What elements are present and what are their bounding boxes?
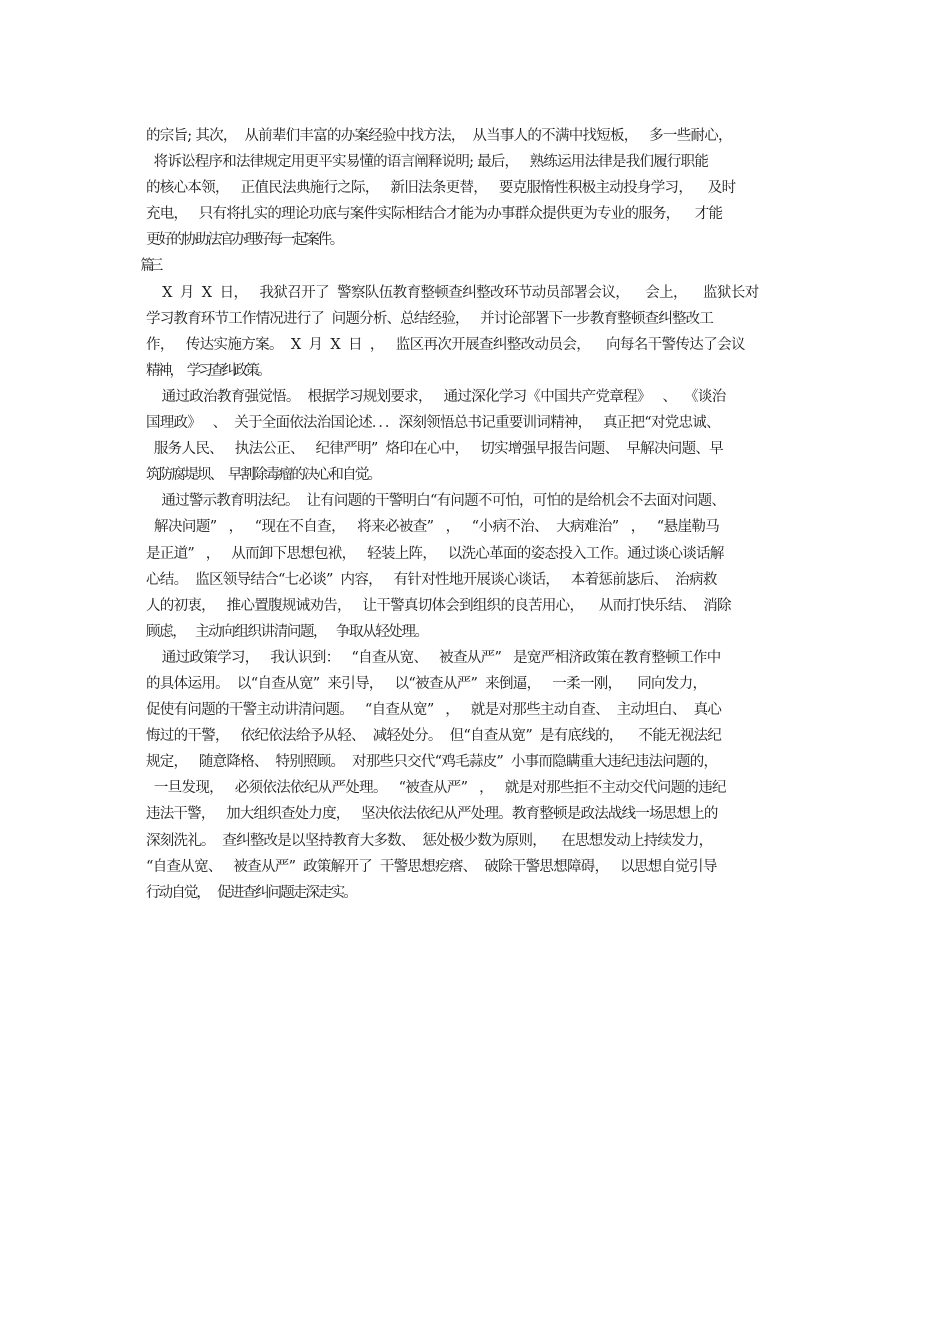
text-line: 通过政策学习， 我认识到： “自查从宽、 被查从严” 是宽严相济政策在教育整顿工作中 xyxy=(146,649,721,666)
text-line: 作， 传达实施方案。 X 月 X 日 ， 监区再次开展查纠整改动员会， 向每名干警传达了会议 xyxy=(146,336,745,353)
text-line: 通过政治教育强觉悟。 根据学习规划要求， 通过深化学习《中国共产党章程》 、 《谈治 xyxy=(146,388,726,405)
text-line: 国理政》 、 关于全面依法治国论述．．．深刻领悟总书记重要训词精神， 真正把“对党忠诚、 xyxy=(146,415,720,432)
text-line: 精神， 学习查纠政策。 xyxy=(146,362,269,379)
text-line: 更好的协助法官办理好每一起案件。 xyxy=(146,232,342,249)
text-line: 筑防腐堤坝、 早割除毒瘤的决心和自觉。 xyxy=(146,467,381,484)
text-line: 顾虑， 主动向组织讲清问题， 争取从轻处理。 xyxy=(146,623,428,640)
text-line: 通过警示教育明法纪。 让有问题的干警明白“有问题不可怕，可怕的是给机会不去面对问题、 xyxy=(146,493,726,510)
text-line: 将诉讼程序和法律规定用更平实易懂的语言阐释说明; 最后， 熟练运用法律是我们履行职能 xyxy=(146,154,709,171)
text-line: 解决问题” ， “现在不自查， 将来必被查” ， “小病不治、 大病难治” ， “悬崖勒马 xyxy=(146,519,720,536)
text-line: 是正道” ， 从而卸下思想包袱， 轻装上阵， 以洗心革面的姿态投入工作。通过谈心谈话解 xyxy=(146,545,724,562)
text-line: 一旦发现， 必须依法依纪从严处理。 “被查从严” ， 就是对那些拒不主动交代问题的违纪 xyxy=(146,780,726,797)
text-line: 心结。 监区领导结合“七必谈” 内容， 有针对性地开展谈心谈话， 本着惩前毖后、 治病救 xyxy=(146,571,717,588)
text-line: 的核心本领， 正值民法典施行之际， 新旧法条更替， 要克服惰性积极主动投身学习， 及时 xyxy=(146,180,736,197)
text-line: 服务人民、 执法公正、 纪律严明” 烙印在心中， 切实增强早报告问题、 早解决问题、早 xyxy=(146,441,724,458)
text-line: 规定， 随意降格、 特别照顾。 对那些只交代“鸡毛蒜皮” 小事而隐瞒重大违纪违法问题的， xyxy=(146,754,718,771)
text-line: 的具体运用。 以“自查从宽” 来引导， 以“被查从严” 来倒逼， 一柔一刚， 同向发力， xyxy=(146,675,707,692)
text-line: 学习教育环节工作情况进行了 问题分析、总结经验， 并讨论部署下一步教育整顿查纠整改工 xyxy=(146,310,714,327)
text-line: “自查从宽、 被查从严” 政策解开了 干警思想疙瘩、 破除干警思想障碍， 以思想自觉引导 xyxy=(146,858,717,875)
text-line: 充电， 只有将扎实的理论功底与案件实际相结合才能为办事群众提供更为专业的服务， 才能 xyxy=(146,206,723,223)
text-line: 违法干警， 加大组织查处力度， 坚决依法依纪从严处理。教育整顿是政法战线一场思想上的 xyxy=(146,806,718,823)
text-line: 促使有问题的干警主动讲清问题。 “自查从宽” ， 就是对那些主动自查、 主动坦白、 真心 xyxy=(146,702,722,719)
text-line: 的宗旨; 其次， 从前辈们丰富的办案经验中找方法， 从当事人的不满中找短板， 多一些耐心， xyxy=(146,128,732,144)
text-line: 人的初衷， 推心置腹规诫劝告， 让干警真切体会到组织的良苦用心， 从而打快乐结、 消除 xyxy=(146,597,731,614)
text-line: X 月 X 日， 我狱召开了 警察队伍教育整顿查纠整改环节动员部署会议， 会上， 监狱长对 xyxy=(146,284,759,301)
text-line: 深刻洗礼。 查纠整改是以坚持教育大多数、 惩处极少数为原则， 在思想发动上持续发力， xyxy=(146,832,713,849)
document-body xyxy=(146,123,826,906)
text-line: 悔过的干警， 依纪依法给予从轻、 减轻处分。 但“自查从宽” 是有底线的， 不能无视法纪 xyxy=(146,728,722,745)
section-heading: 篇三 xyxy=(146,258,158,275)
text-line: 行动自觉， 促进查纠问题走深走实。 xyxy=(146,884,356,901)
